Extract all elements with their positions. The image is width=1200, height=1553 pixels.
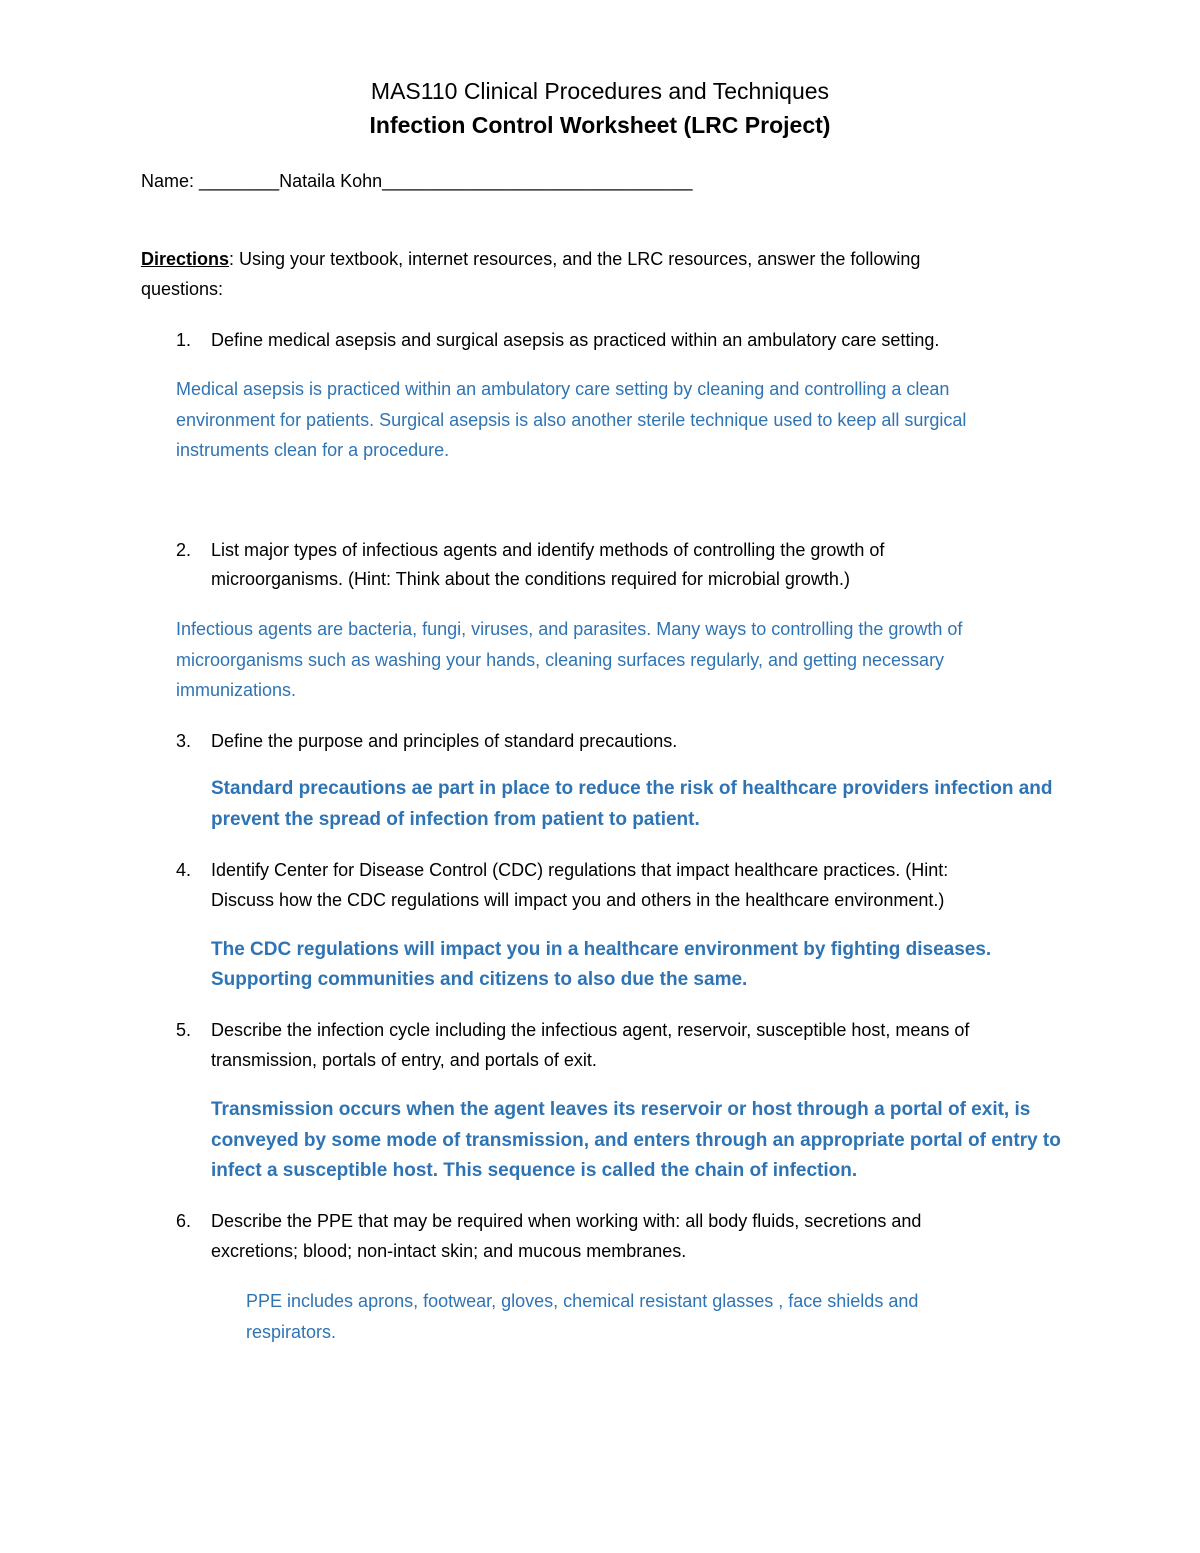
answer-text: prevent the spread of infection from patient to patient. bbox=[211, 809, 700, 830]
question-text: Define medical asepsis and surgical asepsis as practiced within an ambulatory care setting. bbox=[211, 330, 940, 350]
question-text: Define the purpose and principles of standard precautions. bbox=[211, 731, 678, 751]
question-number: 2. bbox=[176, 540, 192, 560]
question-text: Describe the infection cycle including the infectious agent, reservoir, susceptible host, means of bbox=[211, 1020, 970, 1040]
directions-label: Directions bbox=[141, 249, 230, 269]
answer-text: environment for patients. Surgical asepsis is also another sterile technique used to keep all surgical bbox=[176, 410, 967, 430]
answer-text: infect a susceptible host. This sequence is called the chain of infection. bbox=[211, 1160, 858, 1181]
question-number: 6. bbox=[176, 1211, 192, 1231]
question-number: 3. bbox=[176, 731, 192, 751]
question-number: 5. bbox=[176, 1020, 192, 1040]
question-text: microorganisms. (Hint: Think about the conditions required for microbial growth.) bbox=[211, 569, 850, 589]
question-text: List major types of infectious agents and identify methods of controlling the growth of bbox=[211, 540, 885, 560]
answer-text: Medical asepsis is practiced within an ambulatory care setting by cleaning and controlling a clean bbox=[176, 379, 950, 399]
answer-text: instruments clean for a procedure. bbox=[176, 440, 450, 460]
answer-text: Standard precautions ae part in place to reduce the risk of healthcare providers infection and bbox=[211, 778, 1053, 799]
answer-text: Transmission occurs when the agent leaves its reservoir or host through a portal of exit, is bbox=[211, 1099, 1031, 1120]
answer-text: Infectious agents are bacteria, fungi, viruses, and parasites. Many ways to controlling the growth of bbox=[176, 619, 963, 639]
answer-text: The CDC regulations will impact you in a healthcare environment by fighting diseases. bbox=[211, 939, 992, 960]
question-text: Discuss how the CDC regulations will impact you and others in the healthcare environment.) bbox=[211, 890, 945, 910]
question-text: transmission, portals of entry, and portals of exit. bbox=[211, 1050, 597, 1070]
question-text: excretions; blood; non-intact skin; and mucous membranes. bbox=[211, 1241, 687, 1261]
directions-text: : Using your textbook, internet resources, and the LRC resources, answer the following bbox=[229, 249, 921, 269]
answer-text: conveyed by some mode of transmission, and enters through an appropriate portal of entry to bbox=[211, 1130, 1061, 1151]
answer-text: respirators. bbox=[246, 1322, 337, 1342]
answer-text: immunizations. bbox=[176, 680, 297, 700]
directions-line-1 bbox=[141, 244, 920, 274]
name-line: Name: ________Nataila Kohn_______________________________ bbox=[141, 171, 693, 191]
question-text: Describe the PPE that may be required when working with: all body fluids, secretions and bbox=[211, 1211, 922, 1231]
answer-text: Supporting communities and citizens to also due the same. bbox=[211, 969, 748, 990]
question-number: 4. bbox=[176, 860, 192, 880]
worksheet-title: Infection Control Worksheet (LRC Project) bbox=[369, 112, 831, 138]
directions-line-2: questions: bbox=[141, 279, 224, 299]
course-title: MAS110 Clinical Procedures and Techniques bbox=[370, 78, 830, 104]
answer-text: microorganisms such as washing your hands, cleaning surfaces regularly, and getting necessary bbox=[176, 650, 945, 670]
question-text: Identify Center for Disease Control (CDC) regulations that impact healthcare practices. (Hint: bbox=[211, 860, 949, 880]
question-number: 1. bbox=[176, 330, 192, 350]
answer-text: PPE includes aprons, footwear, gloves, chemical resistant glasses , face shields and bbox=[246, 1291, 919, 1311]
